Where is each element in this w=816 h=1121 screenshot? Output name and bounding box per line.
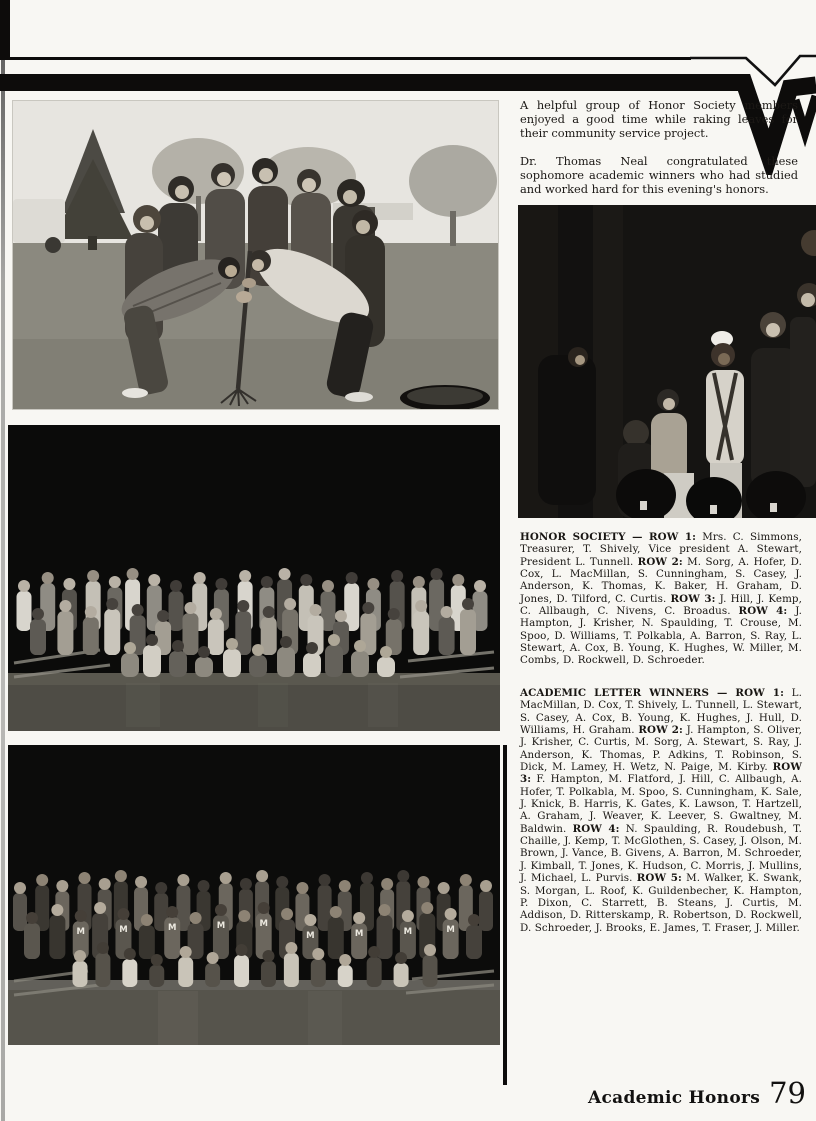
crowd-figure-head — [304, 914, 316, 926]
crowd-figure — [234, 955, 249, 987]
crowd-figure-head — [239, 570, 251, 582]
crowd-figure — [277, 647, 295, 677]
crowd-figure-head — [339, 954, 351, 966]
crowd-figure-head — [402, 910, 414, 922]
crowd-figure — [235, 611, 251, 655]
crowd-figure — [83, 617, 99, 655]
crowd-figure-head — [198, 880, 210, 892]
crowd-figure — [223, 649, 241, 677]
crowd-figure-head — [215, 904, 227, 916]
crowd-figure-head — [184, 602, 196, 614]
crowd-figure-head — [75, 910, 87, 922]
binding-edge — [1, 0, 5, 1121]
crowd-figure — [149, 965, 164, 987]
crowd-figure — [143, 645, 161, 677]
crowd-figure-head — [135, 876, 147, 888]
crowd-figure-head — [312, 948, 324, 960]
crowd-figure-head — [319, 874, 331, 886]
crowd-figure-head — [124, 948, 136, 960]
crowd-figure-head — [226, 638, 238, 650]
crowd-figure — [351, 651, 369, 677]
crowd-figure-head — [180, 946, 192, 958]
crowd-figure-head — [198, 646, 210, 658]
crowd-figure-head — [417, 876, 429, 888]
crowd-figure-head — [388, 608, 400, 620]
crowd-figure — [104, 609, 120, 655]
intro-paragraph-1: A helpful group of Honor Society members enjoyed a good time while raking leaves for their community service project. — [520, 98, 798, 140]
crowd-figure-head — [368, 946, 380, 958]
crowd-figure-head — [109, 576, 121, 588]
jacket-letter: M — [216, 921, 226, 931]
crowd-figure-head — [79, 872, 91, 884]
crowd-figure-head — [362, 602, 374, 614]
crowd-figure-head — [170, 580, 182, 592]
crowd-figure-head — [280, 636, 292, 648]
photo-honor-society-group — [8, 425, 500, 731]
top-rule-thick — [0, 74, 691, 91]
crowd-figure-head — [26, 912, 38, 924]
crowd-figure-head — [330, 906, 342, 918]
floor-reflection — [258, 683, 288, 727]
crowd-figure-head — [335, 610, 347, 622]
floor-reflection — [308, 991, 342, 1045]
crowd-figure-head — [279, 568, 291, 580]
crowd-figure-head — [237, 600, 249, 612]
crowd-figure-head — [127, 568, 139, 580]
crowd-figure — [73, 961, 88, 987]
crowd-figure-head — [441, 606, 453, 618]
crowd-figure — [13, 893, 27, 931]
crowd-figure-head — [146, 634, 158, 646]
crowd-figure-head — [94, 902, 106, 914]
crowd-figure-head — [74, 950, 86, 962]
crowd-figure-head — [258, 902, 270, 914]
crowd-figure — [249, 655, 267, 677]
crowd-figure-head — [462, 598, 474, 610]
photo-letter-winners — [8, 745, 500, 1045]
crowd-figure-head — [445, 908, 457, 920]
crowd-figure — [49, 915, 65, 959]
column-rule — [503, 745, 507, 1085]
crowd-figure-head — [397, 870, 409, 882]
crowd-figure-head — [261, 576, 273, 588]
crowd-figure-head — [18, 580, 30, 592]
crowd-figure-head — [51, 904, 63, 916]
crowd-figure — [57, 611, 73, 655]
crowd-figure-head — [148, 574, 160, 586]
floor-reflection — [368, 683, 398, 727]
top-rule-thin — [0, 57, 691, 60]
crowd-figure-head — [172, 640, 184, 652]
photo-award-ceremony — [518, 205, 816, 518]
caption-honor-society: HONOR SOCIETY — ROW 1: Mrs. C. Simmons, Treasurer, T. Shively, Vice president A. Stewart, President L. Tunnell. ROW 2: M. Sorg, A. Hofer, D. Cox, L. MacMillan, S. Cunningham, S. Casey, J. Anderson, K. Thomas, K. Baker, H. Graham, D. Jones, D. Tilford, C. Curtis. ROW 3: J. Hill, J. Kemp, C. Allbaugh, C. Nivens, C. Broadus. ROW 4: J. Hampton, J. Krisher, N. Spaulding, T. Crouse, M. Spoo, D. Williams, T. Polkabla, A. Barron, S. Ray, L. Stewart, A. Cox, B. Young, K. Hughes, W. Miller, M. Combs, D. Rockwell, D. Schroeder. — [520, 531, 803, 667]
crowd-figure-head — [361, 872, 373, 884]
crowd-figure-head — [132, 604, 144, 616]
jacket-letter: M — [403, 927, 413, 937]
crowd-figure-head — [413, 576, 425, 588]
crowd-figure — [169, 591, 184, 631]
crowd-figure-head — [252, 644, 264, 656]
crowd-figure-head — [285, 942, 297, 954]
crowd-figure-head — [220, 872, 232, 884]
crowd-figure — [17, 591, 32, 631]
crowd-figure-head — [99, 878, 111, 890]
crowd-figure-head — [276, 876, 288, 888]
crowd-figure — [423, 955, 438, 987]
crowd-figure-head — [124, 642, 136, 654]
crowd-figure — [460, 609, 476, 655]
crowd-figure — [377, 657, 395, 677]
crowd-figure-head — [310, 604, 322, 616]
caption-academic-letter-winners: ACADEMIC LETTER WINNERS — ROW 1: L. MacMillan, D. Cox, T. Shively, L. Tunnell, L. Stewart, S. Casey, A. Cox, B. Young, K. Hughes, J. Hull, D. Williams, H. Graham. ROW 2: J. Hampton, S. Oliver, J. Krisher, C. Curtis, M. Sorg, A. Stewart, S. Ray, J. Anderson, K. Thomas, P. Adkins, T. Robinson, S. Dick, M. Lamey, H. Wetz, N. Paige, M. Kirby. ROW 3: F. Hampton, M. Flatford, J. Hill, C. Allbaugh, A. Hofer, T. Polkabla, M. Spoo, S. Cunningham, K. Sale, J. Knick, B. Harris, K. Gates, K. Lawson, T. Hartzell, A. Graham, J. Weaver, K. Leever, S. Gwaltney, M. Baldwin. ROW 4: N. Spaulding, R. Roudebush, T. Chaille, J. Kemp, T. McGlothen, S. Casey, J. Olson, M. Brown, J. Vance, B. Givens, A. Barron, M. Schroeder, J. Kimball, T. Jones, K. Hudson, C. Morris, J. Mullins, J. Michael, L. Purvis. ROW 5: M. Walker, K. Swank, S. Morgan, L. Roof, K. Guildenbecher, K. Hampton, P. Dixon, C. Starrett, B. Steans, J. Curtis, M. Addison, D. Ritterskamp, R. Robertson, D. Rockwell, D. Schroeder, J. Brooks, E. James, T. Fraser, J. Miller. — [520, 687, 803, 934]
crowd-figure-head — [157, 610, 169, 622]
crowd-figure-head — [424, 944, 436, 956]
crowd-figure-head — [151, 954, 163, 966]
jacket-letter: M — [119, 925, 128, 935]
floor-reflection — [126, 683, 160, 727]
crowd-figure-head — [367, 578, 379, 590]
crowd-figure-head — [236, 944, 248, 956]
footer-page-number: 79 — [769, 1076, 806, 1110]
crowd-figure-head — [380, 646, 392, 658]
crowd-figure — [95, 953, 110, 987]
trash-can-rim — [407, 387, 483, 405]
crowd-figure — [338, 965, 353, 987]
footer — [588, 1076, 806, 1110]
crowd-figure — [284, 953, 299, 987]
crowd-figure-head — [460, 874, 472, 886]
crowd-figure-head — [391, 570, 403, 582]
crowd-figure-head — [256, 870, 268, 882]
crowd-figure — [178, 957, 193, 987]
crowd-figure — [139, 925, 155, 959]
crowd-figure-head — [115, 870, 127, 882]
crowd-figure-head — [346, 572, 358, 584]
crowd-figure — [169, 651, 187, 677]
crowd-figure — [479, 891, 493, 931]
crowd-figure — [325, 645, 343, 677]
crowd-figure-head — [468, 914, 480, 926]
crowd-figure — [303, 653, 321, 677]
crowd-figure-head — [210, 608, 222, 620]
jacket-letter: M — [259, 919, 268, 929]
crowd-figure-head — [431, 568, 443, 580]
crowd-figure — [208, 619, 224, 655]
crowd-figure-head — [263, 606, 275, 618]
crowd-figure — [195, 657, 213, 677]
jacket-letter: M — [306, 931, 315, 941]
footer-section-title: Academic Honors — [587, 1088, 761, 1108]
crowd-figure-head — [106, 598, 118, 610]
photo-raking — [12, 100, 499, 410]
crowd-figure-head — [452, 574, 464, 586]
crowd-figure-head — [353, 912, 365, 924]
crowd-figure-head — [328, 634, 340, 646]
jacket-letter: M — [76, 927, 85, 937]
crowd-figure-head — [36, 874, 48, 886]
crowd-figure-head — [63, 578, 75, 590]
crowd-figure-head — [87, 570, 99, 582]
crowd-figure-head — [32, 608, 44, 620]
crowd-figure — [367, 957, 382, 987]
crowd-figure-head — [177, 874, 189, 886]
crowd-figure-head — [415, 600, 427, 612]
crowd-figure-head — [207, 952, 219, 964]
crowd-figure-head — [85, 606, 97, 618]
intro-text — [520, 99, 798, 210]
crowd-figure-head — [300, 574, 312, 586]
crowd-figure-head — [421, 902, 433, 914]
crowd-figure-head — [155, 882, 167, 894]
crowd-figure-head — [14, 882, 26, 894]
crowd-figure-head — [215, 578, 227, 590]
crowd-figure-head — [480, 880, 492, 892]
crowd-figure-head — [141, 914, 153, 926]
crowd-figure — [311, 959, 326, 987]
crowd-figure — [439, 617, 455, 655]
crowd-figure — [30, 619, 46, 655]
crowd-figure-head — [166, 906, 178, 918]
crowd-figure — [328, 917, 344, 959]
crowd-figure — [261, 961, 276, 987]
crowd-figure-head — [59, 600, 71, 612]
crowd-figure — [121, 653, 139, 677]
crowd-figure-head — [379, 904, 391, 916]
crowd-figure — [122, 959, 137, 987]
crowd-figure-head — [42, 572, 54, 584]
crowd-figure — [394, 963, 409, 987]
crowd-figure-head — [284, 598, 296, 610]
intro-paragraph-2: Dr. Thomas Neal congratulated these sophomore academic winners who had studied and worked hard for this evening's honors. — [520, 153, 798, 196]
crowd-figure-head — [474, 580, 486, 592]
crowd-figure-head — [395, 952, 407, 964]
jacket-letter: M — [167, 923, 177, 933]
crowd-figure-head — [262, 950, 274, 962]
v-logo-inner-chevron — [795, 96, 816, 132]
crowd-figure-head — [117, 908, 129, 920]
crowd-figure-head — [354, 640, 366, 652]
crowd-figure — [205, 963, 220, 987]
crowd-figure-head — [381, 878, 393, 890]
crowd-figure — [466, 925, 482, 959]
jacket-letter: M — [354, 929, 364, 939]
crowd-figure — [413, 611, 429, 655]
crowd-figure-head — [339, 880, 351, 892]
crowd-figure-head — [194, 572, 206, 584]
corner-block — [0, 0, 10, 57]
jacket-letter: M — [446, 925, 455, 935]
crowd-figure-head — [240, 878, 252, 890]
crowd-figure — [182, 613, 198, 655]
crowd-figure — [24, 923, 40, 959]
crowd-figure-head — [438, 882, 450, 894]
crowd-figure-head — [238, 910, 250, 922]
crowd-figure-head — [296, 882, 308, 894]
crowd-figure-head — [190, 912, 202, 924]
crowd-figure-head — [306, 642, 318, 654]
floor-reflection — [158, 991, 198, 1045]
crowd-figure-head — [322, 580, 334, 592]
crowd-figure-head — [281, 908, 293, 920]
crowd-figure-head — [56, 880, 68, 892]
crowd-figure-head — [97, 942, 109, 954]
